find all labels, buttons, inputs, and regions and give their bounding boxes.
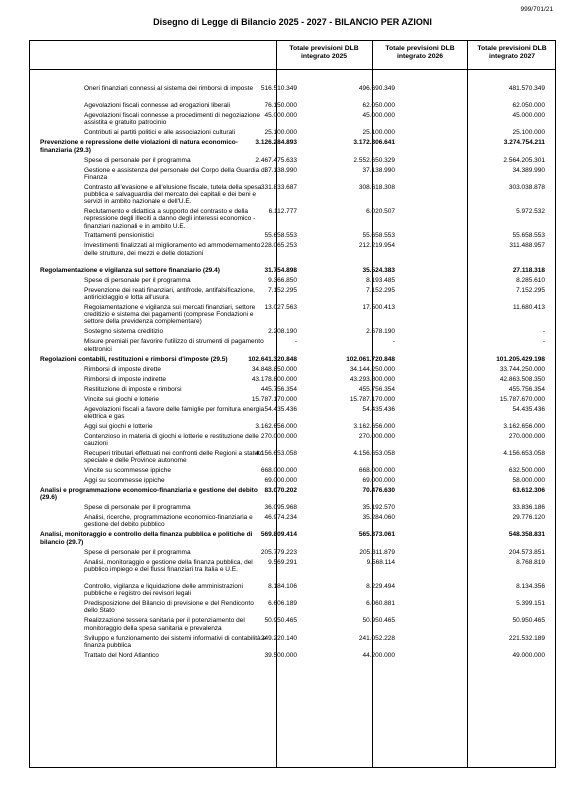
row-label: Regolamentazione e vigilanza sul settore finanziario (29.4) <box>40 266 220 274</box>
value-2025: 36.095.968 <box>264 504 297 512</box>
value-2026: 565.373.061 <box>358 531 395 539</box>
table-row <box>30 450 555 464</box>
value-2027: 221.532.189 <box>508 634 545 642</box>
value-2026: 2.552.650.329 <box>353 156 395 164</box>
value-2026: 70.476.630 <box>362 487 395 495</box>
header-divider <box>30 69 555 70</box>
value-2027: 8.134.356 <box>516 582 545 590</box>
value-2025: 7.152.295 <box>268 286 297 294</box>
value-2027: 15.787.670.000 <box>499 395 545 403</box>
value-2026: 2.678.190 <box>366 328 395 336</box>
value-2026: 44.200.000 <box>362 651 395 659</box>
value-2026: 50.950.465 <box>362 617 395 625</box>
row-label: Analisi e programmazione economico-finanziaria e gestione del debito (29.6) <box>40 487 258 502</box>
row-label: Oneri finanziari connessi al sistema dei rimborsi di imposte <box>84 85 254 92</box>
value-2027: 34.389.990 <box>512 166 545 174</box>
value-2026: 455.756.354 <box>358 385 395 393</box>
value-2026: 7.152.295 <box>366 286 395 294</box>
value-2025: 2.467.475.633 <box>255 156 297 164</box>
value-2027: 3.274.754.211 <box>503 139 545 147</box>
value-2027: 58.000.000 <box>512 477 545 485</box>
value-2025: - <box>294 338 297 346</box>
budget-table <box>29 40 556 768</box>
value-2026: 54.435.436 <box>362 405 395 413</box>
value-2026: 212.219.954 <box>358 242 395 250</box>
value-2025: 25.100.000 <box>264 129 297 137</box>
value-2025: 43.178.800.000 <box>251 375 297 383</box>
column-header-2027: Totale previsioni DLB integrato 2027 <box>477 45 547 60</box>
row-label: Analisi, monitoraggio e controllo della finanza pubblica e politiche di bilancio (29.7) <box>40 531 253 546</box>
value-2027: 50.950.465 <box>512 617 545 625</box>
value-2027: 101.205.429.198 <box>496 355 545 363</box>
row-label: Vincite sui giochi e lotterie <box>84 395 160 403</box>
table-row <box>30 600 555 614</box>
value-2026: 35.284.060 <box>362 514 395 522</box>
table-row <box>30 102 555 109</box>
row-label: Investimenti finalizzati al miglioramento ed ammodernamento delle strutture, dei mezzi e delle dotazioni <box>84 242 261 257</box>
table-row <box>30 467 555 474</box>
value-2025: 668.000.000 <box>260 467 297 475</box>
table-row <box>30 277 555 284</box>
value-2027: 25.100.000 <box>512 129 545 137</box>
value-2027: 27.118.318 <box>512 266 545 274</box>
document-code: 999/701/21 <box>520 6 553 13</box>
value-2027: 54.435.436 <box>512 405 545 413</box>
value-2027: 455.756.354 <box>508 385 545 393</box>
row-label: Spese di personale per il programma <box>84 276 191 284</box>
value-2026: 6.060.881 <box>366 600 395 608</box>
value-2027: 33.836.186 <box>512 504 545 512</box>
value-2025: 50.950.465 <box>264 617 297 625</box>
row-label: Aggi su scommesse ippiche <box>84 477 165 485</box>
value-2027: 3.162.656.000 <box>503 422 545 430</box>
value-2027: 5.399.151 <box>516 600 545 608</box>
value-2026: 35.524.383 <box>362 266 395 274</box>
table-row <box>30 652 555 659</box>
table-row <box>30 423 555 430</box>
value-2027: 62.050.000 <box>512 102 545 110</box>
row-label: Agevolazioni fiscali connesse ad erogazioni liberali <box>84 102 230 110</box>
row-label: Predisposizione del Bilancio di previsione e del Rendiconto dello Stato <box>84 600 254 615</box>
value-2025: 569.809.414 <box>260 531 297 539</box>
value-2026: 496.690.349 <box>358 85 395 92</box>
row-label: Rimborsi di imposte dirette <box>84 365 161 373</box>
value-2026: 6.020.507 <box>366 208 395 216</box>
value-2026: 102.061.720.848 <box>346 355 395 363</box>
value-2027: 481.570.349 <box>508 85 545 92</box>
value-2025: 205.779.223 <box>260 548 297 556</box>
value-2025: 516.510.349 <box>260 85 297 92</box>
value-2026: 55.658.553 <box>362 232 395 240</box>
table-row <box>30 583 555 597</box>
table-row <box>30 504 555 511</box>
table-row <box>30 208 555 230</box>
section-row <box>30 356 555 363</box>
value-2027: 49.000.000 <box>512 651 545 659</box>
value-2026: 668.000.000 <box>358 467 395 475</box>
row-label: Spese di personale per il programma <box>84 504 191 512</box>
value-2025: 34.848.850.000 <box>251 365 297 373</box>
table-row <box>30 85 555 99</box>
value-2025: 9.569.291 <box>268 558 297 566</box>
section-row <box>30 267 555 274</box>
section-row <box>30 139 555 153</box>
value-2025: 9.366.850 <box>268 276 297 284</box>
table-row <box>30 242 555 264</box>
value-2027: 632.500.000 <box>508 467 545 475</box>
value-2025: 102.641.320.848 <box>248 355 297 363</box>
row-label: Regolamentazione e vigilanza sui mercati finanziari, settore creditizio e sistema dei pagamenti (comprese Fondazioni e settore della previdenza complementare) <box>84 304 256 326</box>
table-row <box>30 129 555 136</box>
value-2027: 2.564.205.301 <box>503 156 545 164</box>
value-2025: 3.162.656.000 <box>255 422 297 430</box>
value-2025: 6.606.189 <box>268 600 297 608</box>
value-2026: 4.156.653.058 <box>353 449 395 457</box>
row-label: Sviluppo e funzionamento dei sistemi informativi di contabilità e finanza pubblica <box>84 634 267 649</box>
table-row <box>30 635 555 649</box>
row-label: Agevolazioni fiscali a favore delle famiglie per fornitura energia elettrica e gas <box>84 405 265 420</box>
value-2025: 270.000.000 <box>260 432 297 440</box>
value-2027: 8.285.610 <box>516 276 545 284</box>
value-2026: 241.052.228 <box>358 634 395 642</box>
value-2025: 15.787.170.000 <box>251 395 297 403</box>
value-2025: 76.150.000 <box>264 102 297 110</box>
value-2025: 69.000.000 <box>264 477 297 485</box>
row-label: Restituzione di imposte e rimborsi <box>84 385 182 393</box>
row-label: Regolazioni contabili, restituzioni e rimborsi d'imposte (29.5) <box>40 355 228 363</box>
row-label: Realizzazione tessera sanitaria per il potenziamento del monitoraggio della spesa sanitaria e prevalenza <box>84 617 245 632</box>
table-row <box>30 287 555 301</box>
row-label: Sostegno sistema creditizio <box>84 328 164 336</box>
table-row <box>30 406 555 420</box>
value-2026: 69.000.000 <box>362 477 395 485</box>
row-label: Trattamenti pensionistici <box>84 232 154 240</box>
value-2027: 7.152.295 <box>516 286 545 294</box>
table-row <box>30 167 555 181</box>
table-row <box>30 338 555 352</box>
value-2026: 205.311.879 <box>359 548 395 556</box>
value-2025: 83.070.202 <box>264 487 297 495</box>
value-2026: 35.192.570 <box>362 504 395 512</box>
value-2026: 8.229.494 <box>366 582 395 590</box>
value-2027: 55.658.553 <box>512 232 545 240</box>
value-2027: 29.776.120 <box>512 514 545 522</box>
value-2025: 2.208.190 <box>268 328 297 336</box>
value-2025: 39.500.000 <box>264 651 297 659</box>
row-label: Contrasto all'evasione e all'elusione fiscale, tutela della spesa pubblica e salvaguardia del mercato dei capitali e dei beni e servizi in ambito nazionale e dell'U.E. <box>84 183 262 206</box>
table-row <box>30 328 555 335</box>
row-label: Aggi sui giochi e lotterie <box>84 422 153 430</box>
value-2026: 37.138.990 <box>362 166 395 174</box>
section-row <box>30 531 555 545</box>
row-label: Analisi, ricerche, programmazione economico-finanziaria e gestione del debito pubblico <box>84 514 253 529</box>
table-row <box>30 514 555 528</box>
value-2026: 3.172.306.641 <box>353 139 395 147</box>
table-row <box>30 477 555 484</box>
value-2027: 303.038.878 <box>508 183 545 191</box>
table-row <box>30 157 555 164</box>
value-2025: 8.184.106 <box>268 582 297 590</box>
value-2026: 15.787.170.000 <box>349 395 395 403</box>
row-label: Prevenzione dei reati finanziari, antifrode, antifalsificazione, antiriciclaggio e lotta all'usura <box>84 286 255 302</box>
value-2027: 548.358.831 <box>508 531 545 539</box>
value-2025: 331.833.687 <box>260 183 297 191</box>
value-2025: 54.435.436 <box>264 405 297 413</box>
table-row <box>30 184 555 206</box>
value-2027: 204.573.851 <box>508 548 545 556</box>
value-2027: - <box>542 328 545 336</box>
row-label: Agevolazioni fiscali connesse a procedimenti di negoziazione assistita e gratuito patrocinio <box>84 112 260 127</box>
value-2026: 17.500.413 <box>362 304 395 312</box>
value-2027: 270.000.000 <box>508 432 545 440</box>
table-row <box>30 376 555 383</box>
value-2025: 45.000.000 <box>264 112 297 120</box>
row-label: Vincite su scommesse ippiche <box>84 467 171 475</box>
row-label: Misure premiali per favorire l'utilizzo di strumenti di pagamento elettronici <box>84 338 264 353</box>
value-2026: 308.618.308 <box>358 183 395 191</box>
value-2025: 3.126.284.893 <box>255 139 297 147</box>
value-2025: 4.156.653.058 <box>255 449 297 457</box>
value-2026: 8.193.485 <box>366 276 395 284</box>
table-row <box>30 112 555 126</box>
value-2027: 8.768.819 <box>516 558 545 566</box>
value-2025: 55.658.553 <box>264 232 297 240</box>
row-label: Spese di personale per il programma <box>84 548 191 556</box>
table-row <box>30 366 555 373</box>
row-label: Reclutamento e didattica a supporto del contrasto e della repressione degli illeciti a danno degli interessi economico - finanziari nazionali e in ambito U.E. <box>84 208 256 230</box>
value-2025: 13.027.563 <box>264 304 297 312</box>
row-label: Controllo, vigilanza e liquidazione delle amministrazioni pubbliche e registro dei revisori legali <box>84 582 243 598</box>
row-label: Contenzioso in materia di giochi e lotterie e restituzione delle cauzioni <box>84 432 259 447</box>
row-label: Gestione e assistenza del personale del Corpo della Guardia di Finanza <box>84 166 267 181</box>
column-header-2026: Totale previsioni DLB integrato 2026 <box>385 45 455 60</box>
row-label: Contributi ai partiti politici e alle associazioni culturali <box>84 129 236 137</box>
table-row <box>30 433 555 447</box>
row-label: Spese di personale per il programma <box>84 156 191 164</box>
value-2025: 228.065.253 <box>260 242 297 250</box>
table-row <box>30 304 555 326</box>
value-2026: 25.100.000 <box>362 129 395 137</box>
value-2026: 62.050.000 <box>362 102 395 110</box>
row-label: Prevenzione e repressione delle violazioni di natura economico-finanziaria (29.3) <box>40 139 238 154</box>
value-2025: 445.756.354 <box>260 385 297 393</box>
value-2026: - <box>392 338 395 346</box>
value-2027: 63.612.306 <box>512 487 545 495</box>
table-row <box>30 559 555 581</box>
value-2027: 45.000.000 <box>512 112 545 120</box>
table-row <box>30 396 555 403</box>
table-row <box>30 549 555 556</box>
value-2026: 9.568.114 <box>366 558 395 566</box>
row-label: Analisi, monitoraggio e gestione della finanza pubblica, del pubblico impiego e dei flussi finanziari tra Italia e U.E. <box>84 558 253 573</box>
table-body <box>30 85 555 662</box>
value-2027: 4.156.653.058 <box>503 449 545 457</box>
value-2025: 31.754.898 <box>264 266 297 274</box>
value-2027: - <box>542 338 545 346</box>
row-label: Rimborsi di imposte indirette <box>84 375 167 383</box>
value-2027: 5.972.532 <box>516 208 545 216</box>
row-label: Recuperi tributari effettuati nei confronti delle Regioni a statuto speciale e delle Province autonome <box>84 449 264 465</box>
value-2025: 249.220.140 <box>260 634 297 642</box>
value-2025: 46.974.234 <box>264 514 297 522</box>
value-2025: 6.112.777 <box>268 208 297 216</box>
value-2027: 33.744.250.000 <box>499 365 545 373</box>
row-label: Trattato del Nord Atlantico <box>84 651 159 659</box>
value-2025: 37.138.990 <box>264 166 297 174</box>
value-2026: 3.162.656.000 <box>353 422 395 430</box>
value-2027: 11.680.413 <box>512 304 545 312</box>
table-row <box>30 232 555 239</box>
column-header-2025: Totale previsioni DLB integrato 2025 <box>289 45 359 60</box>
table-row <box>30 386 555 393</box>
value-2027: 311.488.957 <box>509 242 545 250</box>
value-2026: 45.000.000 <box>362 112 395 120</box>
table-row <box>30 617 555 631</box>
document-title: Disegno di Legge di Bilancio 2025 - 2027 - BILANCIO PER AZIONI <box>153 17 432 27</box>
value-2026: 270.000.000 <box>358 432 395 440</box>
value-2027: 42.863.508.350 <box>499 375 545 383</box>
value-2026: 34.144.250.000 <box>349 365 395 373</box>
value-2026: 43.293.800.000 <box>349 375 395 383</box>
section-row <box>30 487 555 501</box>
